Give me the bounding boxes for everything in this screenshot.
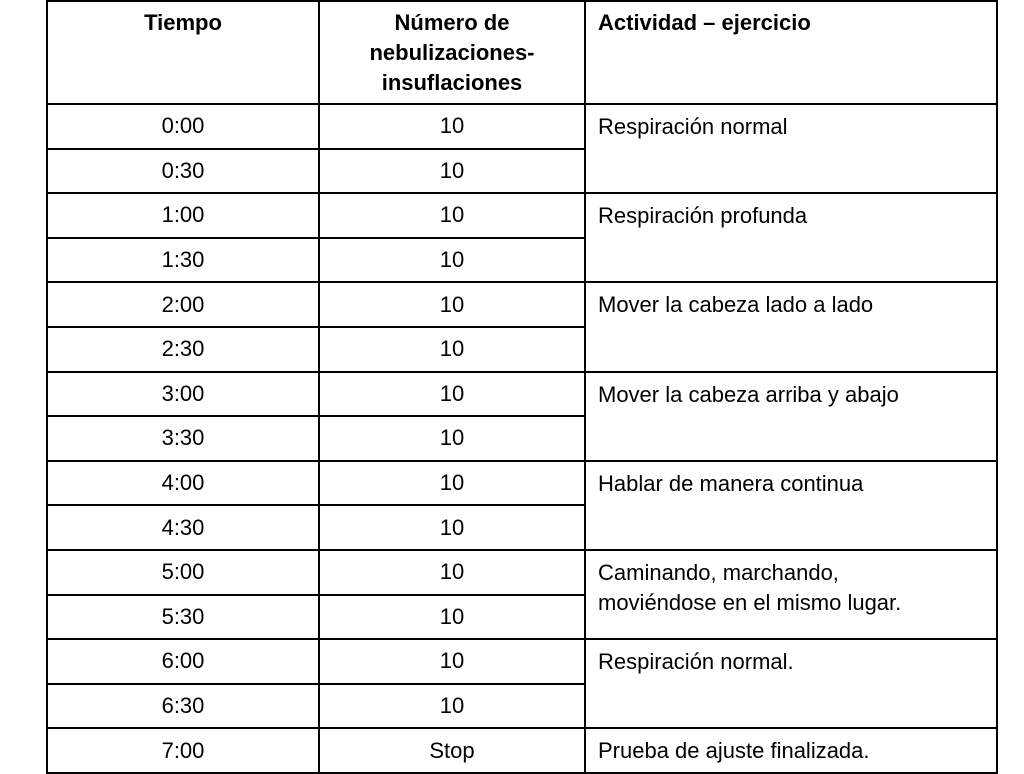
activity-text: Respiración normal — [598, 114, 788, 139]
count-cell: 10 — [319, 372, 585, 417]
time-cell: 0:30 — [47, 149, 319, 194]
count-cell: 10 — [319, 149, 585, 194]
activity-cell — [585, 550, 997, 639]
activity-cell — [585, 639, 997, 728]
count-cell: 10 — [319, 505, 585, 550]
activity-text: Prueba de ajuste finalizada. — [598, 738, 870, 764]
activity-cell — [585, 461, 997, 550]
header-count-line3: insuflaciones — [381, 70, 523, 95]
time-cell: 5:30 — [47, 595, 319, 640]
activity-text: Mover la cabeza lado a lado — [598, 292, 874, 318]
count-cell: 10 — [319, 104, 585, 149]
count-cell: 10 — [319, 193, 585, 238]
time-cell: 7:00 — [47, 728, 319, 773]
time-cell: 4:30 — [47, 505, 319, 550]
time-cell: 6:00 — [47, 639, 319, 684]
time-cell: 3:00 — [47, 372, 319, 417]
activity-text: Respiración profunda — [598, 203, 808, 229]
table-row — [47, 104, 997, 149]
fit-test-table — [46, 0, 998, 774]
time-cell: 2:30 — [47, 327, 319, 372]
time-cell: 0:00 — [47, 104, 319, 149]
count-cell: Stop — [319, 728, 585, 773]
count-cell: 10 — [319, 550, 585, 595]
time-cell: 4:00 — [47, 461, 319, 506]
header-activity: Actividad – ejercicio — [585, 1, 997, 104]
activity-text: Mover la cabeza arriba y abajo — [598, 381, 899, 407]
count-cell: 10 — [319, 282, 585, 327]
table-row — [47, 193, 997, 238]
count-cell: 10 — [319, 461, 585, 506]
table-row — [47, 461, 997, 506]
activity-text: Hablar de manera continua — [598, 470, 864, 496]
count-cell: 10 — [319, 684, 585, 729]
header-count-line1: Número de — [394, 10, 510, 35]
count-cell: 10 — [319, 639, 585, 684]
time-cell: 3:30 — [47, 416, 319, 461]
table-row — [47, 372, 997, 417]
time-cell: 6:30 — [47, 684, 319, 729]
header-count — [319, 1, 585, 104]
activity-cell — [585, 372, 997, 461]
table-row — [47, 728, 997, 773]
table-row — [47, 550, 997, 595]
activity-cell — [585, 104, 997, 193]
count-cell: 10 — [319, 238, 585, 283]
activity-text: Respiración normal. — [598, 649, 794, 675]
time-cell: 1:00 — [47, 193, 319, 238]
count-cell: 10 — [319, 595, 585, 640]
table-row — [47, 282, 997, 327]
count-cell: 10 — [319, 416, 585, 461]
activity-cell — [585, 728, 997, 773]
time-cell: 5:00 — [47, 550, 319, 595]
activity-text: moviéndose en el mismo lugar. — [598, 589, 902, 615]
activity-text: Caminando, marchando, — [598, 559, 839, 585]
activity-cell — [585, 193, 997, 282]
header-row — [47, 1, 997, 104]
time-cell: 1:30 — [47, 238, 319, 283]
count-cell: 10 — [319, 327, 585, 372]
header-time: Tiempo — [47, 1, 319, 104]
table-row — [47, 639, 997, 684]
time-cell: 2:00 — [47, 282, 319, 327]
header-count-line2: nebulizaciones- — [369, 40, 535, 65]
activity-cell — [585, 282, 997, 371]
